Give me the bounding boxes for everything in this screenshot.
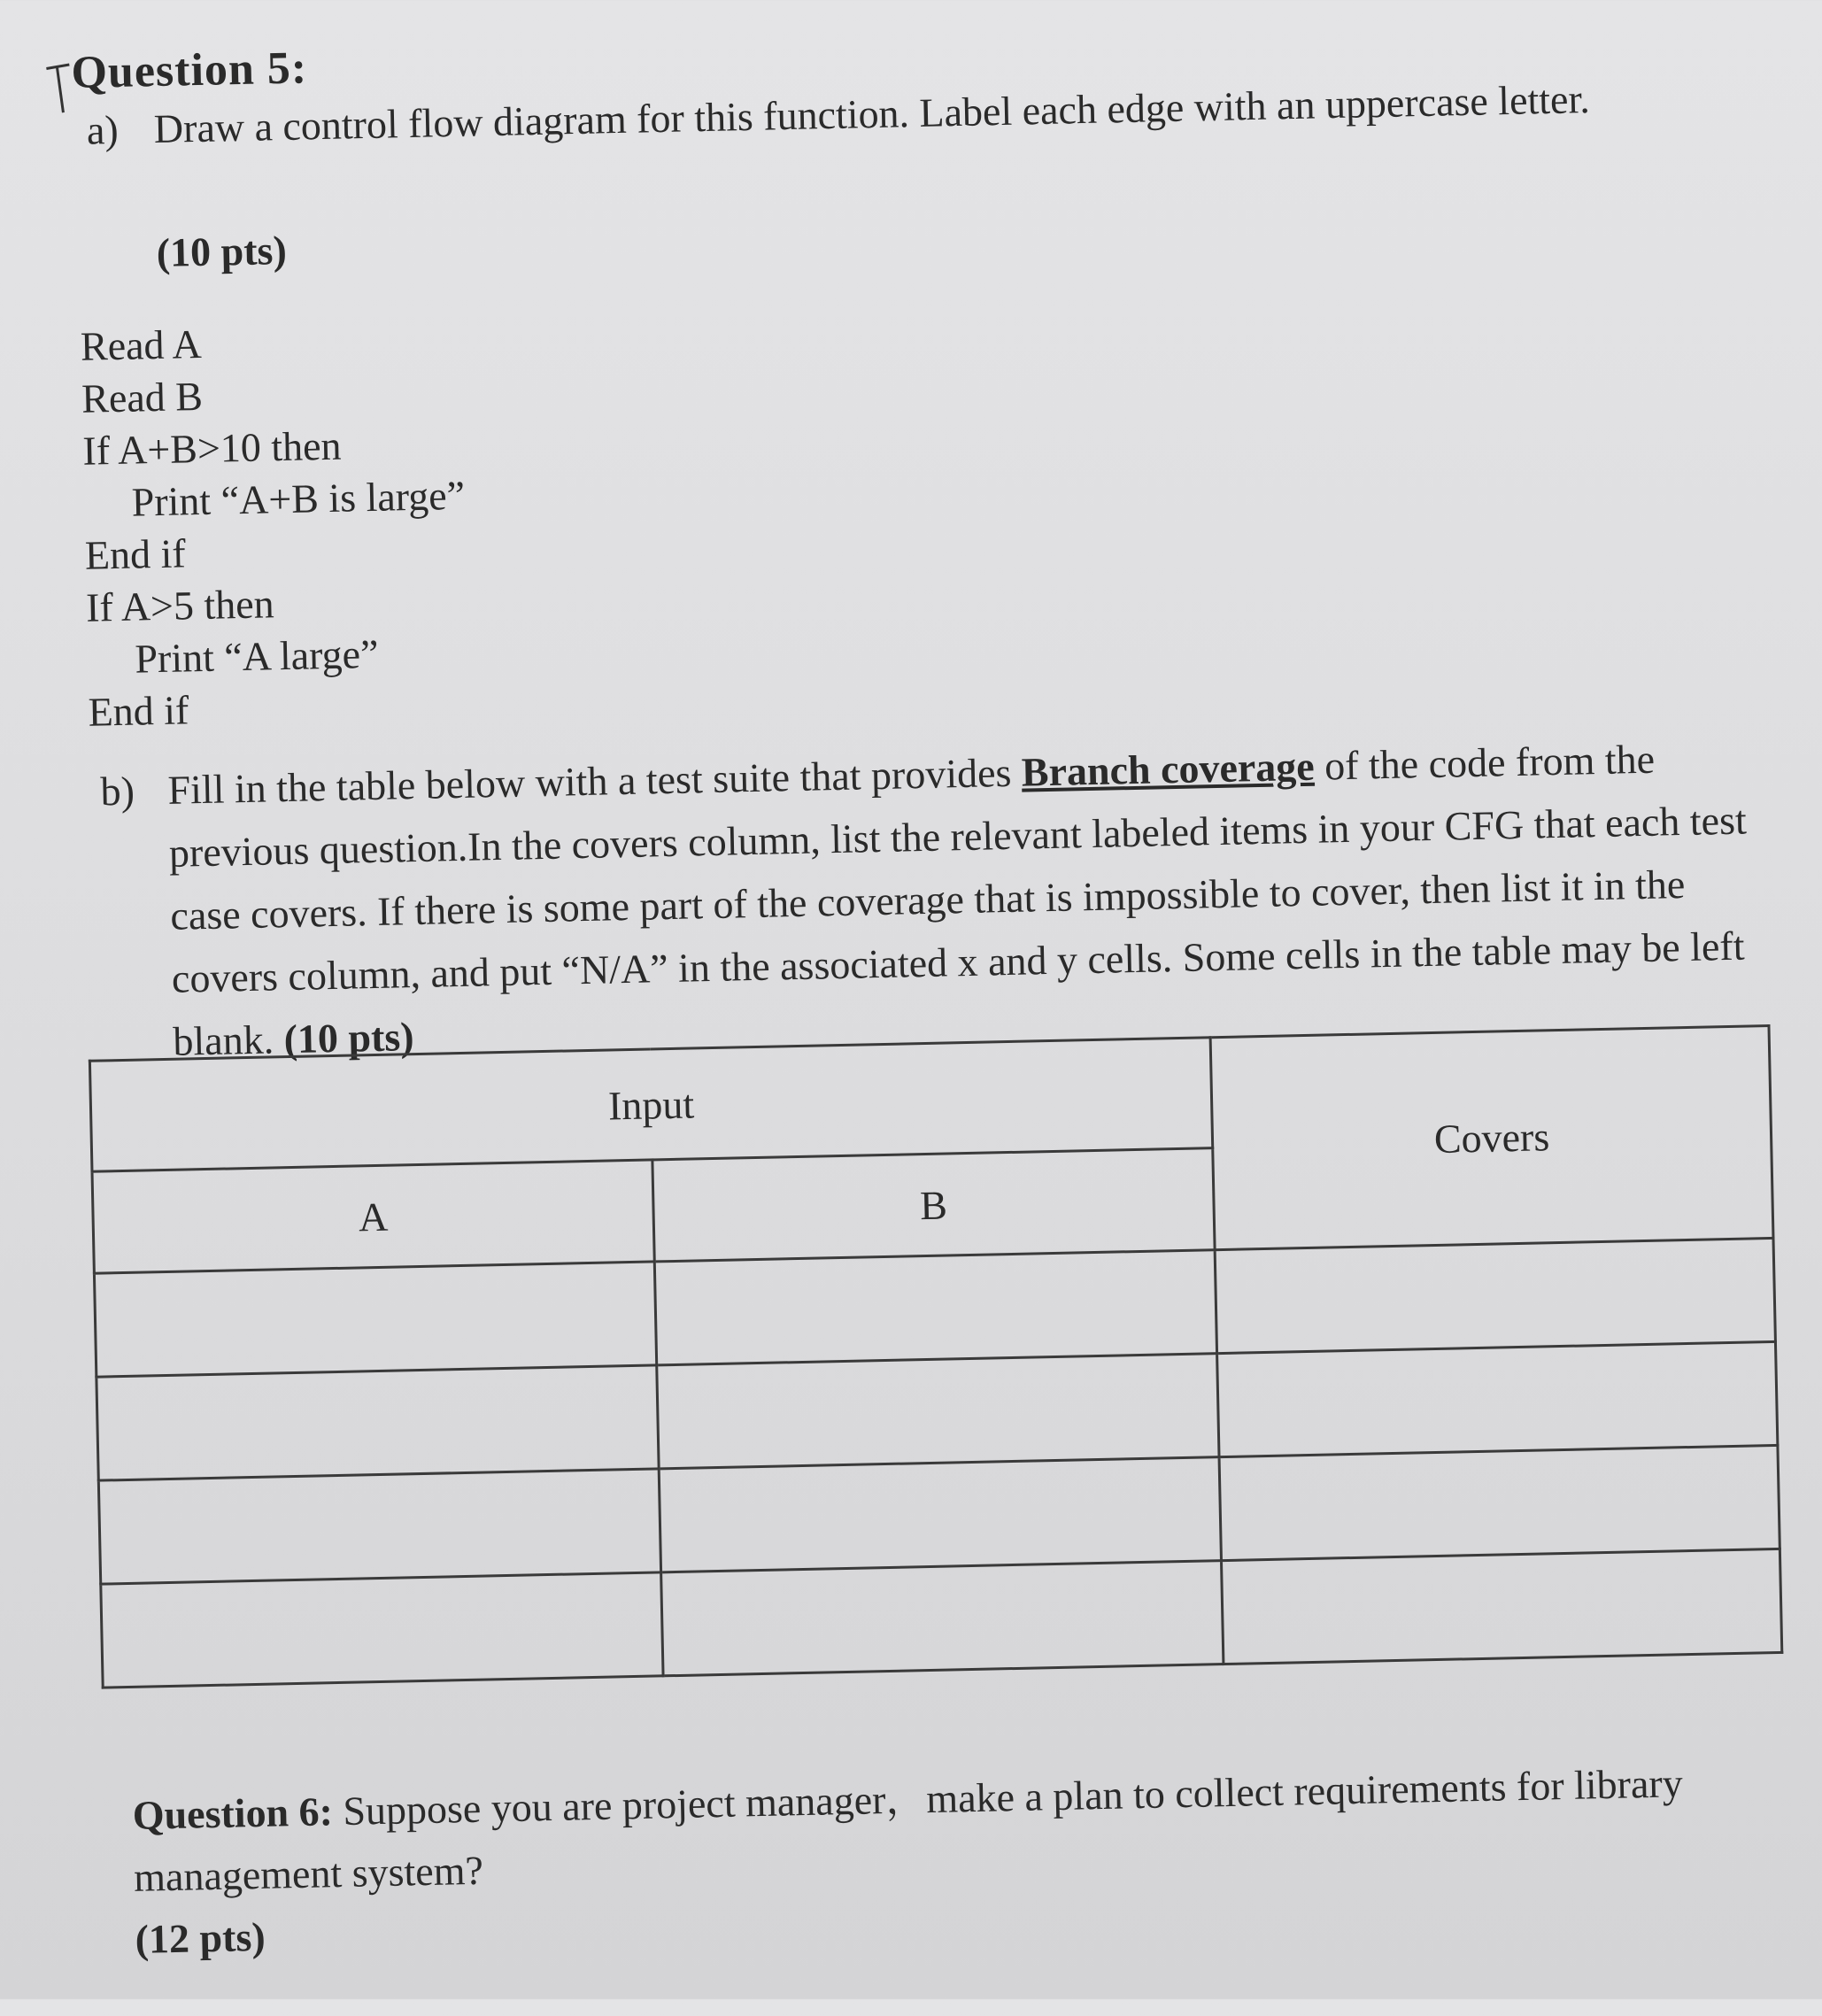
cell-covers[interactable] bbox=[1221, 1549, 1781, 1664]
code-line: If A>5 then bbox=[85, 581, 275, 630]
cell-a[interactable] bbox=[94, 1262, 656, 1377]
cell-covers[interactable] bbox=[1219, 1445, 1780, 1560]
input-header: Input bbox=[89, 1038, 1212, 1171]
column-b-header: B bbox=[652, 1148, 1215, 1262]
part-a bbox=[86, 65, 1772, 295]
part-b-text-after: of the code from the previous question.In the covers column, list the relevant labeled items in your CFG that each test case covers. If there is some part of the coverage that is impossible to cover, then list it in the covers column, and put “N/A” in the associated x and y cells. Some cells in the table may be left blank. bbox=[168, 736, 1748, 1064]
part-a-points: (10 pts) bbox=[156, 227, 288, 275]
code-line: Read B bbox=[81, 373, 204, 421]
code-line: If A+B>10 then bbox=[81, 422, 343, 474]
coverage-table bbox=[89, 1024, 1783, 1689]
question-5-title: Question 5: bbox=[70, 42, 308, 98]
column-a-header: A bbox=[92, 1160, 654, 1273]
cell-b[interactable] bbox=[657, 1354, 1219, 1469]
cell-a[interactable] bbox=[101, 1572, 663, 1688]
cell-b[interactable] bbox=[659, 1457, 1221, 1572]
question-6-points: (12 pts) bbox=[135, 1913, 266, 1962]
cell-a[interactable] bbox=[98, 1469, 660, 1584]
code-line: End if bbox=[88, 687, 189, 735]
branch-coverage-emphasis: Branch coverage bbox=[1021, 743, 1316, 795]
part-a-text: Draw a control flow diagram for this function. Label each edge with an uppercase letter. bbox=[153, 76, 1591, 151]
code-line: Read A bbox=[80, 321, 203, 369]
part-b-text-before: Fill in the table below with a test suite that provides bbox=[166, 749, 1012, 813]
code-line: Print “A large” bbox=[134, 630, 379, 682]
part-b-points: (10 pts) bbox=[283, 1014, 415, 1062]
cell-covers[interactable] bbox=[1217, 1341, 1778, 1456]
cell-covers[interactable] bbox=[1215, 1238, 1775, 1353]
cell-b[interactable] bbox=[661, 1561, 1224, 1676]
question-6 bbox=[132, 1750, 1782, 1971]
cell-b[interactable] bbox=[654, 1250, 1216, 1365]
part-b-label: b) bbox=[99, 768, 135, 815]
cell-a[interactable] bbox=[97, 1365, 659, 1480]
question-6-text: Suppose you are project manager，make a plan to collect requirements for library management system? bbox=[133, 1760, 1684, 1900]
code-line: End if bbox=[84, 530, 187, 578]
code-line: Print “A+B is large” bbox=[131, 472, 466, 525]
pseudocode-block bbox=[80, 313, 469, 738]
question-6-title: Question 6: bbox=[132, 1788, 334, 1838]
covers-header: Covers bbox=[1210, 1026, 1773, 1250]
part-b-text bbox=[167, 724, 1803, 1072]
part-a-label: a) bbox=[86, 106, 120, 153]
